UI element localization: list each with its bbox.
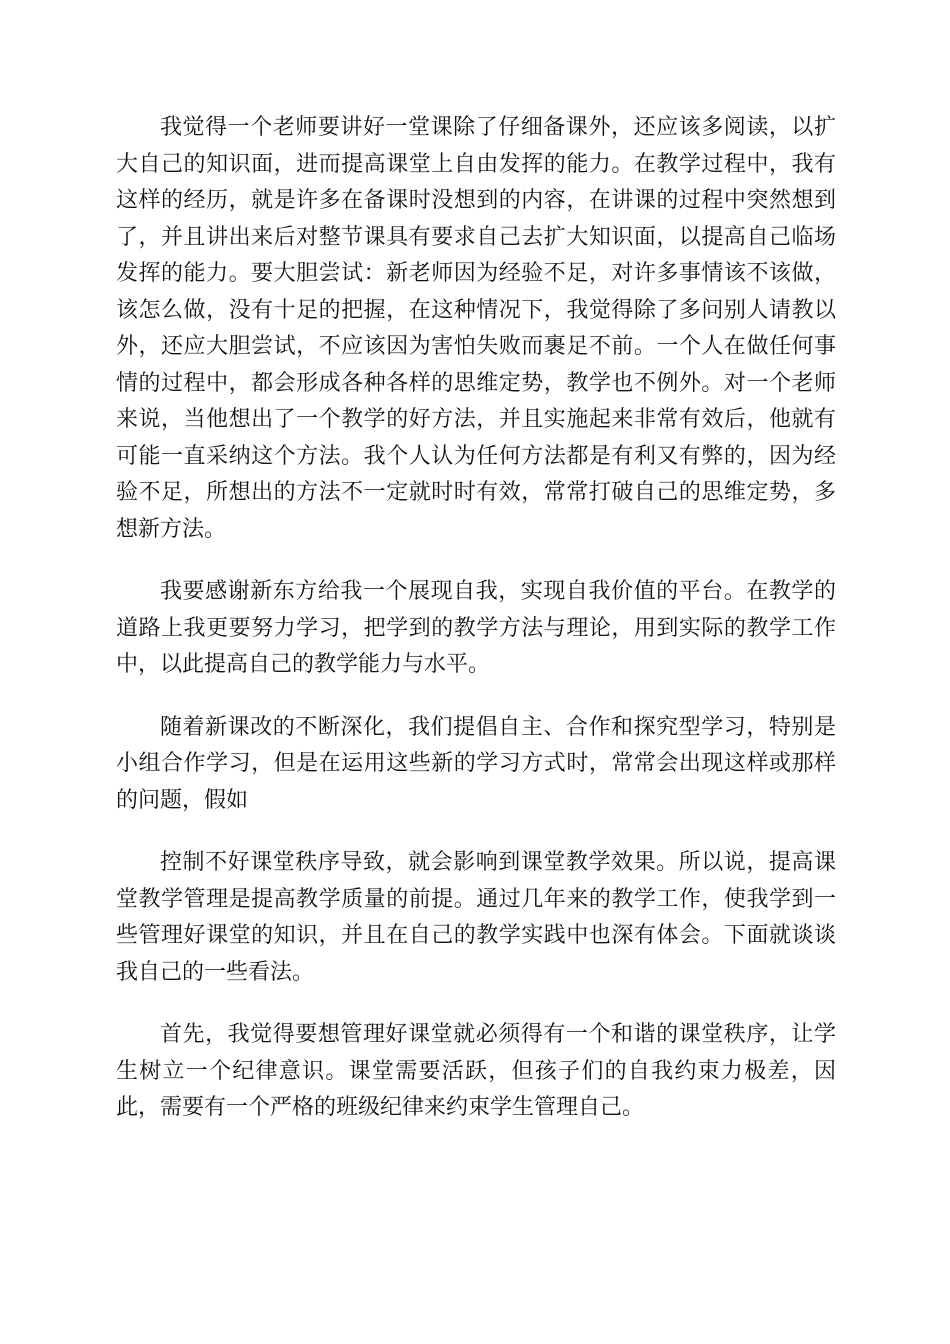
paragraph-3: 随着新课改的不断深化，我们提倡自主、合作和探究型学习，特别是小组合作学习，但是在运用这些新的学习方式时，常常会出现这样或那样的问题，假如 bbox=[116, 714, 836, 813]
paragraph-1: 我觉得一个老师要讲好一堂课除了仔细备课外，还应该多阅读，以扩大自己的知识面，进而提高课堂上自由发挥的能力。在教学过程中，我有这样的经历，就是许多在备课时没想到的内容，在讲课的过程中突然想到了，并且讲出来后对整节课具有要求自己去扩大知识面，以提高自己临场发挥的能力。要大胆尝试：新老师因为经验不足，对许多事情该不该做，该怎么做，没有十足的把握，在这种情况下，我觉得除了多问别人请教以外，还应大胆尝试，不应该因为害怕失败而裹足不前。一个人在做任何事情的过程中，都会形成各种各样的思维定势，教学也不例外。对一个老师来说，当他想出了一个教学的好方法，并且实施起来非常有效后，他就有可能一直采纳这个方法。我个人认为任何方法都是有利又有弊的，因为经验不足，所想出的方法不一定就时时有效，常常打破自己的思维定势，多想新方法。 bbox=[116, 115, 836, 542]
paragraph-2: 我要感谢新东方给我一个展现自我，实现自我价值的平台。在教学的道路上我更要努力学习，把学到的教学方法与理论，用到实际的教学工作中，以此提高自己的教学能力与水平。 bbox=[116, 579, 836, 677]
paragraph-5: 首先，我觉得要想管理好课堂就必须得有一个和谐的课堂秩序，让学生树立一个纪律意识。课堂需要活跃，但孩子们的自我约束力极差，因此，需要有一个严格的班级纪律来约束学生管理自己。 bbox=[116, 1022, 836, 1120]
document-body bbox=[116, 110, 836, 1153]
paragraph-4: 控制不好课堂秩序导致，就会影响到课堂教学效果。所以说，提高课堂教学管理是提高教学质量的前提。通过几年来的教学工作，使我学到一些管理好课堂的知识，并且在自己的教学实践中也深有体会。下面就谈谈我自己的一些看法。 bbox=[116, 850, 836, 985]
